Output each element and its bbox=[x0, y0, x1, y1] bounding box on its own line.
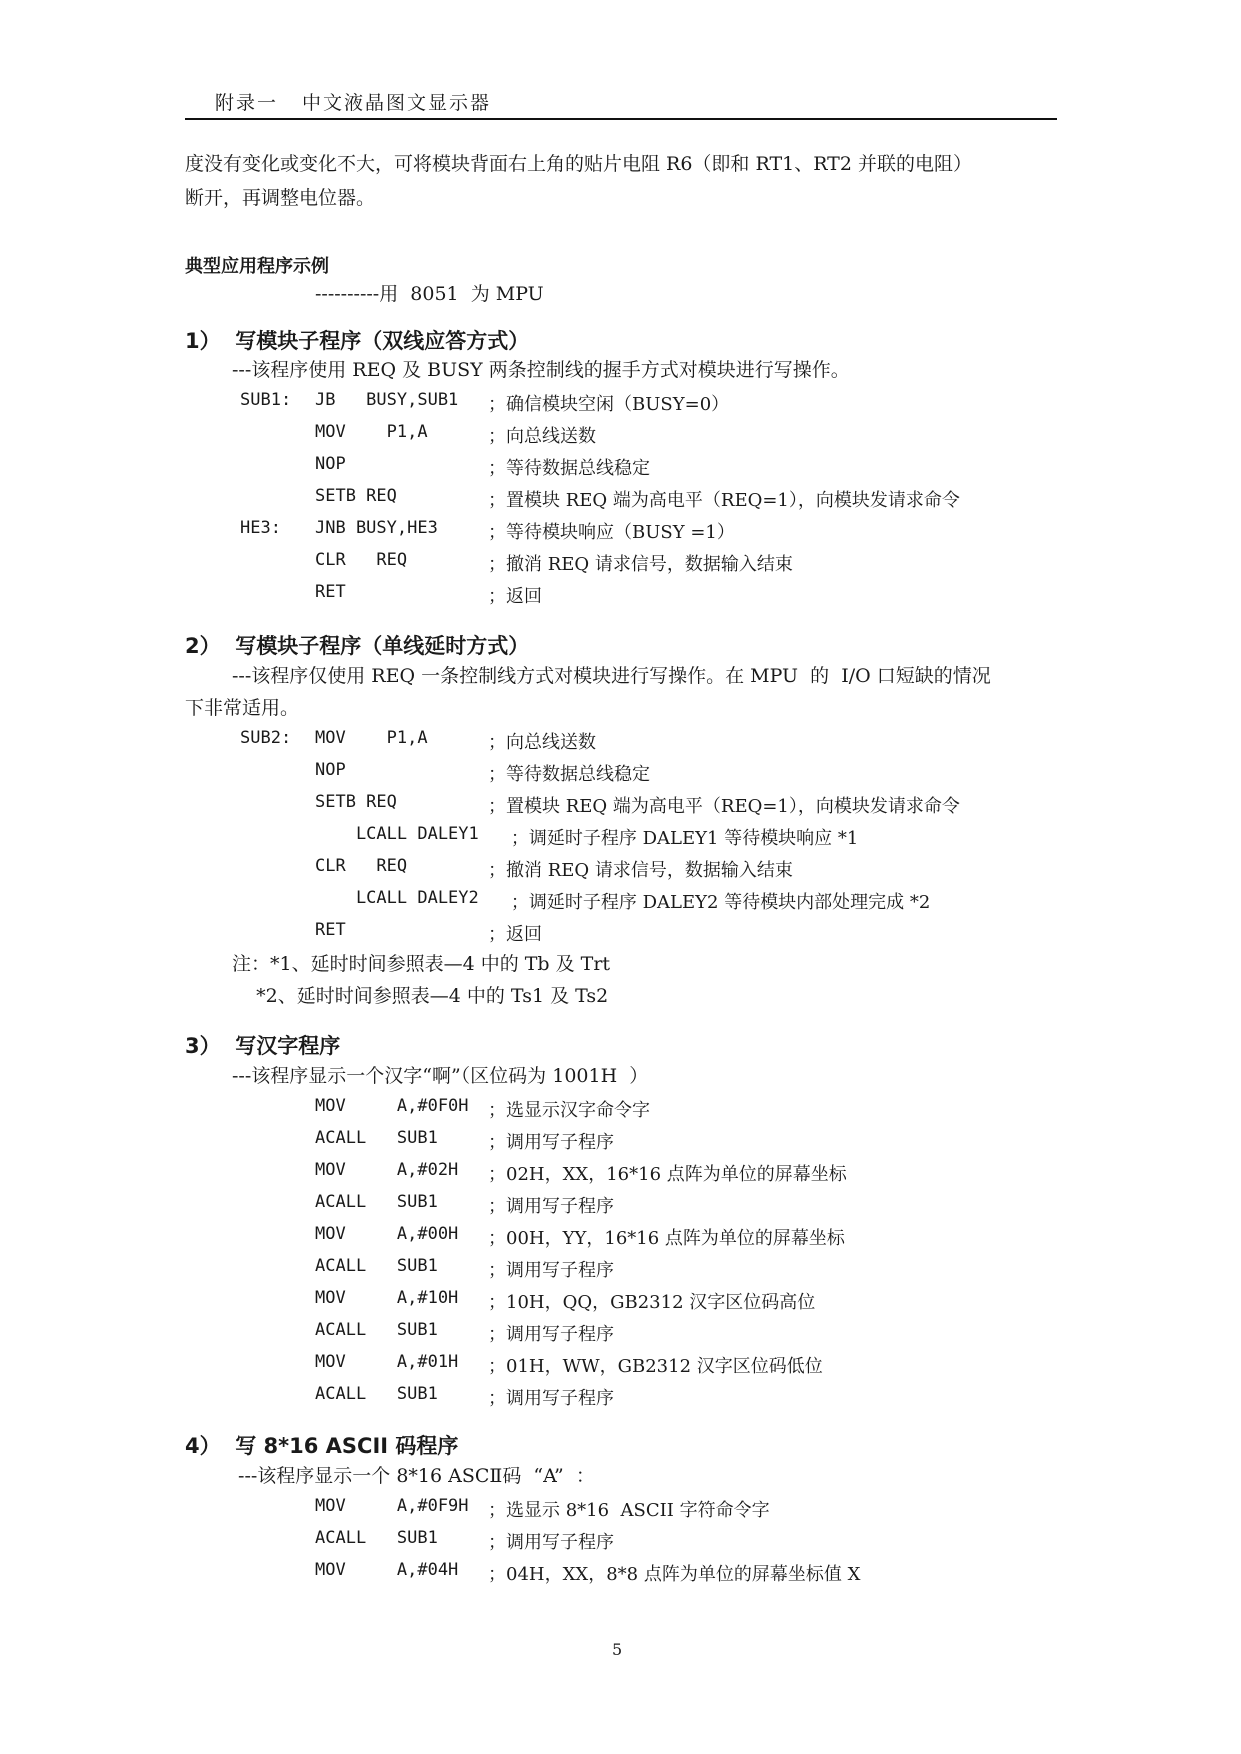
code-instr: ACALL SUB1 bbox=[315, 1256, 438, 1276]
code-instr: ACALL SUB1 bbox=[315, 1528, 438, 1548]
code-comment: ；撤消 REQ 请求信号，数据输入结束 bbox=[488, 554, 793, 575]
note-2: *2、延时时间参照表—4 中的 Ts1 及 Ts2 bbox=[232, 985, 609, 1007]
section-4-heading: 4） 写 8*16 ASCII 码程序 bbox=[185, 1434, 459, 1458]
code-instr: MOV A,#0F9H bbox=[315, 1496, 469, 1516]
code-instr: ACALL SUB1 bbox=[315, 1192, 438, 1212]
header-appendix: 附录一 bbox=[215, 92, 279, 114]
code-instr: JB BUSY,SUB1 bbox=[315, 390, 459, 410]
code-comment: ；10H，QQ，GB2312 汉字区位码高位 bbox=[488, 1292, 816, 1313]
code-instr: RET bbox=[315, 920, 346, 940]
code-instr: ACALL SUB1 bbox=[315, 1320, 438, 1340]
note-1: 注：*1、延时时间参照表—4 中的 Tb 及 Trt bbox=[232, 953, 611, 975]
header-rule bbox=[185, 118, 1057, 120]
code-instr: MOV A,#00H bbox=[315, 1224, 459, 1244]
code-instr: MOV A,#0F0H bbox=[315, 1096, 469, 1116]
code-instr: NOP bbox=[315, 454, 346, 474]
code-comment: ；等待模块响应（BUSY =1） bbox=[488, 522, 735, 543]
code-instr: CLR REQ bbox=[315, 856, 408, 876]
code-comment: ；调用写子程序 bbox=[488, 1260, 614, 1281]
code-comment: ；调用写子程序 bbox=[488, 1132, 614, 1153]
code-instr: SETB REQ bbox=[315, 792, 397, 812]
code-comment: ；撤消 REQ 请求信号，数据输入结束 bbox=[488, 860, 793, 881]
section-title: 典型应用程序示例 bbox=[185, 256, 329, 277]
code-comment: ；置模块 REQ 端为高电平（REQ=1），向模块发请求命令 bbox=[488, 490, 960, 511]
code-comment: ；选显示汉字命令字 bbox=[488, 1100, 650, 1121]
section-4-desc: ---该程序显示一个 8*16 ASCⅡ码 “A” ： bbox=[232, 1465, 595, 1487]
code-instr: SETB REQ bbox=[315, 486, 397, 506]
code-instr: RET bbox=[315, 582, 346, 602]
code-instr: ACALL SUB1 bbox=[315, 1384, 438, 1404]
intro-line-1: 度没有变化或变化不大，可将模块背面右上角的贴片电阻 R6（即和 RT1、RT2 并联的电阻） bbox=[185, 153, 972, 175]
page-number: 5 bbox=[612, 1640, 623, 1659]
code-comment: ；确信模块空闲（BUSY=0） bbox=[488, 394, 730, 415]
section-2-heading: 2） 写模块子程序（单线延时方式） bbox=[185, 634, 530, 658]
code-instr: MOV A,#04H bbox=[315, 1560, 459, 1580]
code-comment: ；等待数据总线稳定 bbox=[488, 764, 650, 785]
code-label: SUB2: bbox=[240, 728, 292, 748]
code-comment: ；选显示 8*16 ASCII 字符命令字 bbox=[488, 1500, 770, 1521]
section-2-desc-1: ---该程序仅使用 REQ 一条控制线方式对模块进行写操作。在 MPU 的 I/O 口短缺的情况 bbox=[232, 665, 991, 687]
code-comment: ；调用写子程序 bbox=[488, 1324, 614, 1345]
code-comment: ；调用写子程序 bbox=[488, 1196, 614, 1217]
code-comment: ；04H，XX，8*8 点阵为单位的屏幕坐标值 X bbox=[488, 1564, 861, 1585]
code-instr: NOP bbox=[315, 760, 346, 780]
code-comment: ；调延时子程序 DALEY1 等待模块响应 *1 bbox=[488, 828, 859, 849]
section-3-heading: 3） 写汉字程序 bbox=[185, 1034, 341, 1058]
code-comment: ；02H，XX，16*16 点阵为单位的屏幕坐标 bbox=[488, 1164, 847, 1185]
running-header bbox=[215, 88, 491, 115]
code-comment: ；调用写子程序 bbox=[488, 1388, 614, 1409]
code-instr: MOV P1,A bbox=[315, 422, 428, 442]
code-label: HE3: bbox=[240, 518, 281, 538]
code-comment: ；01H，WW，GB2312 汉字区位码低位 bbox=[488, 1356, 823, 1377]
code-comment: ；返回 bbox=[488, 586, 542, 607]
section-1-heading: 1） 写模块子程序（双线应答方式） bbox=[185, 329, 530, 353]
intro-line-2: 断开，再调整电位器。 bbox=[185, 187, 376, 209]
code-comment: ；00H，YY，16*16 点阵为单位的屏幕坐标 bbox=[488, 1228, 845, 1249]
code-comment: ；向总线送数 bbox=[488, 732, 596, 753]
section-3-desc: ---该程序显示一个汉字“啊”（区位码为 1001H ） bbox=[232, 1065, 649, 1087]
header-title: 中文液晶图文显示器 bbox=[302, 92, 492, 114]
code-label: SUB1: bbox=[240, 390, 292, 410]
code-instr: MOV A,#02H bbox=[315, 1160, 459, 1180]
code-instr: MOV A,#10H bbox=[315, 1288, 459, 1308]
code-comment: ；向总线送数 bbox=[488, 426, 596, 447]
code-comment: ；置模块 REQ 端为高电平（REQ=1），向模块发请求命令 bbox=[488, 796, 960, 817]
code-instr: LCALL DALEY1 bbox=[315, 824, 479, 844]
code-instr: JNB BUSY,HE3 bbox=[315, 518, 438, 538]
code-instr: MOV A,#01H bbox=[315, 1352, 459, 1372]
code-comment: ；调用写子程序 bbox=[488, 1532, 614, 1553]
section-subtitle: ----------用 8051 为 MPU bbox=[315, 283, 544, 305]
code-instr: CLR REQ bbox=[315, 550, 408, 570]
section-2-desc-2: 下非常适用。 bbox=[185, 697, 300, 719]
code-instr: ACALL SUB1 bbox=[315, 1128, 438, 1148]
code-instr: MOV P1,A bbox=[315, 728, 428, 748]
code-instr: LCALL DALEY2 bbox=[315, 888, 479, 908]
section-1-desc: ---该程序使用 REQ 及 BUSY 两条控制线的握手方式对模块进行写操作。 bbox=[232, 359, 850, 381]
code-comment: ；调延时子程序 DALEY2 等待模块内部处理完成 *2 bbox=[488, 892, 931, 913]
code-comment: ；等待数据总线稳定 bbox=[488, 458, 650, 479]
code-comment: ；返回 bbox=[488, 924, 542, 945]
